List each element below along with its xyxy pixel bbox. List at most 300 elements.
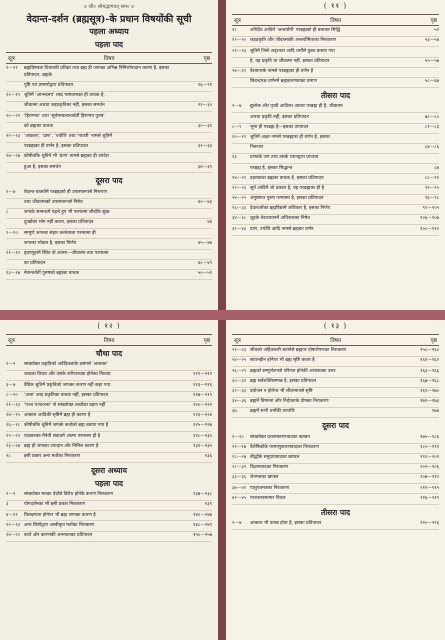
page-range: १४०—१४७ [193,512,212,518]
toc-entry [6,381,212,391]
sutra-range: १—७ [232,104,242,110]
sutra-range [6,200,24,207]
entry-text: जगत्के सम्बन्धमें पहले हुए भी परमात्मा जीवोंके सुख- [24,210,111,216]
section-heading: तीसरा पाद [320,91,351,101]
column-header [6,334,212,346]
page-range: २२—३० [197,103,212,109]
toc-entry [232,144,439,154]
page-range: ३४—३९ [197,164,212,170]
entry-text: श्रुतिमें 'आनन्दमय' शब्द परमात्माका ही वाचक है, [24,93,105,99]
sutra-range: १०—१२ [232,134,247,140]
page-range: ७८—८० [424,114,439,120]
entry-text: दुःखोंका भोग नहीं करता, इसका प्रतिपादन [24,220,94,226]
section-heading: पहला पाद [94,40,124,49]
sutra-range: १९—२० [232,38,247,44]
column-page: पृष्ठ [203,56,210,62]
page-right-top [226,0,445,310]
sutra-range: ३७—४१ [232,485,247,491]
sutra-range: १३ [232,155,237,161]
entry-text: ब्रह्मको सम्पूर्णरूपसे परिणत होनेकी आशंकाका उत्तर [250,368,336,374]
sutra-range: २४—२५ [232,358,247,364]
page-range: १६३—१६६ [420,368,439,374]
page-range: ५३—५४ [424,38,439,44]
toc-entry [232,484,439,494]
entry-text: श्रुतिमें अक्षर नामसे परब्रह्मका ही वर्णन है, इसका [250,134,330,140]
page-range: १०८—११० [420,226,439,232]
sutra-range: १४—२० [6,532,21,538]
page-range: १६—२१ [197,83,212,89]
entry-text: वैशेषिकोंके परमाणुकारणवादका निराकरण [250,444,319,450]
entry-text: साधनहीन होनेपर भी ब्रह्म सृष्टि करता है [250,358,315,364]
column-page: पृष्ठ [430,338,437,344]
entry-text: 'पञ्च पञ्चजनाः' से सांख्योक्त तत्त्वोंका ग्रहण नहीं [24,403,106,409]
sutra-range: १६—१८ [6,423,21,429]
sutra-range: १—७ [232,520,242,526]
entry-text: जीवको अहितकारी बतानेसे ब्रह्मपर दोषारोपणका निराकरण [250,348,347,354]
section-heading: तीसरा पाद [320,507,351,517]
toc-entry [232,444,439,454]
page-range: १५८—१६० [420,348,439,354]
column-sutra: सूत्र [8,338,15,344]
toc-entry [6,133,212,143]
page-range: १२०—१२२ [193,403,212,409]
sutra-range [6,144,24,151]
toc-entry [6,112,212,122]
toc-entry [6,229,212,239]
sutra-range: ८—९ [232,124,242,130]
sutra-range [6,220,24,227]
column-sutra: सूत्र [234,338,241,344]
page-range: ८७ [434,165,439,171]
page-range: २२०—२२६ [420,520,439,526]
toc-entry [232,474,439,484]
toc-entry [6,250,212,260]
toc-entry [232,357,439,367]
toc-entry [232,408,439,418]
page-range [188,134,212,141]
section-heading: पहला पाद [94,478,124,488]
entry-text: दहराकाश ब्रह्मका वाचक है, इसका प्रतिपादन [250,175,324,181]
toc-entry [232,398,439,408]
entry-text: सांख्योक्त मतका वेदोंसे विरोध होनेके कारण निराकरण [24,492,113,498]
sutra-range: ३९—४३ [232,226,247,232]
page-range: ३२—३३ [197,144,212,150]
page-left-bottom [0,320,218,640]
page-range [188,190,212,197]
page-range: ११७—११९ [193,392,212,398]
column-header [232,334,439,346]
page-range: ९६—९८ [424,196,439,202]
photo-seam [0,310,445,320]
entry-text: अन्य शिष्टोंद्वारा अस्वीकृत मतोंका निराकरण [24,522,95,528]
toc-entry [232,388,439,398]
entry-text: वैश्वानरके नामसे परब्रह्मका ही वर्णन है [250,69,314,75]
entry-text: वैदिक श्रुतिमें प्रकृतिको जगत्का कारण नहीं कहा गया [24,382,111,388]
page-range: ८१—८३ [424,124,439,130]
sutra-range [6,241,24,248]
toc-entry [6,219,212,229]
toc-entry [232,113,439,123]
sutra-range: २४—२७ [6,154,21,160]
page-left-top [0,0,218,310]
sutra-range: ३३—३६ [232,475,247,481]
sutra-range: २२—२३ [232,185,247,191]
sutra-range: ३४—३८ [232,216,247,222]
page-range: १०६—१०७ [420,216,439,222]
sutra-range: २८—३२ [232,465,247,471]
sutra-range: १—१० [232,434,244,440]
page-range: ५८—६७ [424,79,439,85]
sutra-range: १—२ [6,492,16,498]
page-range: १७४ [431,409,439,415]
page-range: ४५—४७ [197,240,212,246]
page-range: ५५—५७ [424,58,439,64]
page-range: ४४ [207,220,212,226]
page-range: १४८—१४९ [193,522,212,528]
sutra-range [6,372,24,379]
page-range [413,135,439,142]
toc-entry [232,58,439,68]
toc-entry [232,367,439,377]
toc-entry [232,154,439,164]
sutra-range: ३४—३६ [232,399,247,405]
section-heading: चौथा पाद [95,349,123,358]
entry-text: 'अजा' शब्द प्रकृतिका वाचक नहीं, इसका प्रतिपादन [24,392,109,398]
entry-text: अंगुष्ठमात्र पुरुष परमात्मा है, इसका प्रतिपादन [250,196,324,202]
toc-entry [6,453,212,463]
section-heading: दूसरा पाद [322,421,349,431]
toc-entry [6,209,212,219]
chapter-heading: पहला अध्याय [89,26,129,36]
sutra-range: २८ [6,453,11,459]
sutra-range [232,79,250,86]
toc-entry [232,68,439,78]
entry-text: नेत्रान्तर्वर्ती पुरुषको ब्रह्मका वाचक [24,271,79,277]
toc-entry [6,521,212,531]
entry-text: निरूपण [250,145,264,151]
entry-text: पुष्टि एवं प्रमाणोंद्वारा प्रतिपादन [24,83,74,89]
toc-entry [232,378,439,388]
sutra-range: २०—२१ [6,113,21,119]
page-range: १७५—१८४ [420,434,439,440]
entry-text: सम्पूर्ण जगत्का संहार करनेवाला परमात्मा ही [24,230,96,236]
page-range: ५०—५१ [197,271,212,277]
page-range [188,114,212,121]
sutra-range: ८—१० [6,392,18,398]
toc-entry [6,371,212,381]
sutra-range: ८ [6,210,9,216]
section-heading: दूसरा अध्याय [91,465,127,475]
sutra-range: १—११ [6,66,18,72]
toc-entry [232,124,439,134]
sutra-range: २३—२७ [6,443,21,449]
entry-text: ब्रह्मविषयक विचारकी प्रतिज्ञा तथा ब्रह्म ही जगत्का अभिन्न निमित्तोपादान कारण है, इसका प्रतिपादन; ब्रह्मके [24,66,170,78]
entry-text: पाशुपतमतका निराकरण [250,485,290,491]
toc-entry [232,78,439,88]
entry-text: कौषीतकि श्रुतिमें भी 'प्राण' नामसे ब्रह्मका ही उपदेश [24,154,109,160]
running-head: ४ जी० श्रीमद्भागवत् सम० ४ [84,4,134,10]
page-number: ( १३ ) [323,322,348,330]
page-number: ( ११ ) [323,2,348,10]
page-range [188,251,212,258]
page-range: १२३—१२४ [193,413,212,419]
entry-text: आकाश भी उत्पन्न होता है, इसका प्रतिपादन [250,520,322,526]
page-range: ५२ [434,28,439,34]
entry-text: है, वह प्रकृति या जीवात्मा नहीं, इसका प्रतिपादन [250,58,330,64]
column-vishay: विषय [103,56,115,62]
column-header [232,14,439,26]
page-range: १३६ [204,453,212,459]
sutra-range: ९—१० [6,230,18,236]
entry-text: द्युलोक और पृथ्वी आदिका आधार परब्रह्म ही है, जीवात्मा [250,104,343,110]
page-range [413,104,439,111]
page-range: २१६—२१९ [420,495,439,501]
toc-entry [6,82,212,92]
page-range [413,49,439,56]
sutra-range: १२—१३ [6,522,21,528]
page-range [413,69,439,76]
page-range: १३७—१३८ [193,492,212,498]
sutra-range: ११—१३ [6,403,21,409]
entry-text: विज्ञानवादका निराकरण [250,465,289,471]
toc-entry [6,501,212,511]
book-gutter [218,0,226,640]
toc-entry [232,47,439,57]
column-vishay: विषय [330,18,342,24]
column-page: पृष्ठ [430,18,437,24]
entry-text: जगत्का भोक्ता है, इसका निर्णय [24,240,77,246]
page-range: १३१—१३५ [193,443,212,449]
sutra-range: २२—२३ [6,134,21,140]
sutra-range: १४—२१ [232,175,247,181]
entry-text: शूद्रके वेदाध्ययनमें अधिकारका निषेध [250,216,311,222]
toc-entry [6,163,212,173]
sutra-range: २४—३२ [232,69,247,75]
sutra-range [6,261,24,268]
page-range: १६७—१६८ [420,378,439,384]
sutra-range: २४—२५ [232,196,247,202]
toc-entry [232,494,439,504]
page-right-bottom [226,320,445,640]
toc-entry [6,491,212,501]
page-range: २०२—२०६ [420,465,439,471]
toc-entry [232,103,439,113]
page-range: १९२—२०१ [420,454,439,460]
page-range: ४०—४३ [197,199,212,205]
sutra-range: २६—२९ [232,368,247,374]
entry-text: परब्रह्मका ही वर्णन है, इसका प्रतिपादन [24,144,89,150]
entry-text: परब्रह्म है, इसका सिद्धान्त [250,165,293,171]
page-range: १२८—१३० [193,433,212,439]
page-range: १७१—१७३ [420,399,439,405]
entry-text: 'हिरण्मयः' तथा 'सूर्यमण्डलान्तर्वर्ती हिरण्मय पुरुष' [24,113,105,119]
sutra-range: २१—२३ [232,348,247,354]
entry-text: भूमा ही परब्रह्म है—इसका उपपादन [250,124,309,130]
entry-text: प्रयोजन न होनेपर भी लीलामात्रसे सृष्टि [250,389,313,395]
entry-text: वेदान्त-वाक्योंमें परब्रह्मको ही उपास्यरूपसे निरूपण [24,189,107,195]
page-range: ९९—१०५ [422,206,439,212]
column-vishay: विषय [103,338,115,344]
page-range: ११३—११६ [193,382,212,388]
page-range: १६९—१७० [420,389,439,395]
page-range: २११—२१५ [420,485,439,491]
toc-entry [232,464,439,474]
entry-text: जड़प्रकृति और जीवात्माकी अन्तर्यामिताका निराकरण [250,38,336,44]
toc-entry [6,270,212,280]
page-range: १५०—१५७ [193,532,212,538]
entry-text: आकाश आदिकी सृष्टिमें ब्रह्म ही कारण है [24,413,91,419]
toc-title: वेदान्त-दर्शन (ब्रह्मसूत्र)-के प्रधान विषयोंकी सूची [26,14,192,25]
toc-entry [232,454,439,464]
sutra-range: ११—१७ [232,444,247,450]
page-range: ८८—९१ [424,175,439,181]
entry-text: शब्दका विचार और उसके शरीरवाचक होनेका निश्चय [24,372,111,378]
toc-entry [6,239,212,249]
toc-entry [6,402,212,412]
toc-entry [232,174,439,184]
toc-entry [6,532,212,542]
entry-text: ब्रह्ममें सभी धर्मोंकी उपपत्ति [250,409,295,415]
entry-text: 'आकाश', 'प्राण', 'ज्योति' तथा 'गायत्री' नामसे श्रुतिमें [24,134,113,140]
sutra-range: १३—१७ [6,271,21,277]
column-header [6,52,212,64]
entry-text: सांख्योक्त प्रधानकारणवादका खण्डन [250,434,310,440]
toc-entry [6,143,212,153]
column-page: पृष्ठ [203,338,210,344]
entry-text: जैनमतका खण्डन [250,475,279,481]
entry-text: याज्ञवल्क्य-मैत्रेयी संवादमें आत्मा परमात्मा ही है [24,433,101,439]
entry-text: प्रणवके जप तथा उसके ध्यानद्वारा प्राप्तव्य [250,155,319,161]
toc-entry [232,433,439,443]
sutra-range [232,59,250,66]
sutra-range: ३०—३१ [232,378,247,384]
toc-entry [6,153,212,163]
sutra-range: १—२ [6,362,16,368]
entry-text: जीवात्मा अथवा जड़प्रकृतिका नहीं, इसका समर्थन [24,103,105,109]
page-range [413,155,439,162]
page-range: १८५—१९१ [420,444,439,450]
entry-text: ब्रह्ममें विषमता और निर्दयताके दोषका निराकरण [250,399,329,405]
entry-text: का प्रतिपादन [24,261,46,267]
entry-text: योगदर्शनका भी इसी प्रकार निराकरण [24,502,85,508]
entry-text: विलक्षणता होनेपर भी ब्रह्म जगत्का कारण है [24,512,96,518]
entry-text: हृदयगुहामें स्थित दो आत्मा—जीवात्मा तथा परमात्मा [24,250,109,256]
toc-entry [6,392,212,402]
column-sutra: सूत्र [234,18,241,24]
sutra-range: ३ [6,502,9,508]
sutra-range: १—७ [6,189,16,195]
sutra-range: १८ [232,28,237,34]
toc-entry [232,27,439,37]
toc-entry [6,361,212,371]
sutra-range [232,166,250,173]
sutra-range: ३७ [232,409,237,415]
toc-entry [232,37,439,47]
toc-entry [6,432,212,442]
sutra-range: ३—७ [6,382,16,388]
page-range [188,66,212,79]
entry-text: देवताओंका ब्रह्मविद्यामें अधिकार है, इसका निर्णय [250,206,331,212]
toc-entry [6,188,212,198]
column-sutra: सूत्र [8,56,15,62]
sutra-range [6,83,24,90]
sutra-range [6,124,24,131]
entry-text: कार्य और कारणकी अनन्यताका प्रतिपादन [24,532,93,538]
entry-text: बौद्धोंके समुदायवादका खण्डन [250,454,300,460]
sutra-range: ४—११ [6,512,18,518]
page-range [188,93,212,100]
entry-text: को ब्रह्मका वाचक [24,123,53,129]
sutra-range: १९—२२ [6,433,21,439]
sutra-range [232,145,250,152]
sutra-range: २१—२३ [232,48,247,54]
page-range: १६१—१६२ [420,358,439,364]
page-range [188,154,212,161]
toc-entry [6,443,212,453]
page-range: २०७—२१० [420,475,439,481]
toc-entry [232,164,439,174]
toc-entry [6,412,212,422]
entry-text: सांख्योक्त प्रकृतिको अवैदिकताके प्रसंगसे 'अव्यक्त' [24,362,108,368]
page-number: ( १२ ) [97,322,121,330]
column-vishay: विषय [330,338,342,344]
toc-entry [6,92,212,102]
page-range [188,210,212,217]
sutra-range: १८—२७ [232,454,247,460]
sutra-range [232,115,250,122]
page-range: १३९ [204,502,212,508]
sutra-range: ३२—३३ [232,389,247,395]
section-heading: दूसरा पाद [95,176,123,186]
toc-entry [232,225,439,235]
toc-entry [6,422,212,432]
toc-entry [6,511,212,521]
toc-entry [232,215,439,225]
toc-entry [232,185,439,195]
toc-entry [232,134,439,144]
sutra-range: १४—१५ [6,413,21,419]
page-range [188,231,212,238]
sutra-range [6,165,24,172]
entry-text: कौषीतकि श्रुतिमें जगत्के कर्ताको ब्रह्म बताया गया है [24,423,109,429]
entry-text: छिदन्द्रपक्ष वर्णनमें ब्रह्मकारणताका प्रमाण [250,79,317,85]
toc-entry [6,123,212,133]
page-range: ३०—३१ [197,123,212,129]
sutra-range: २६—३३ [232,206,247,212]
entry-text: अधिदैव आदिमें 'अन्तर्यामी' परब्रह्मको ही बताकर सिद्धि [250,28,341,34]
entry-text: पाञ्चरात्रमतपर विचार [250,495,286,501]
page-range: ८४—८६ [424,145,439,151]
sutra-range [6,103,24,110]
entry-text: श्रुतिमें जिसे अदृश्यता आदि धर्मोंसे युक्त बताया गया [250,48,335,54]
toc-entry [6,65,212,82]
entry-text: अथवा प्रकृति नहीं, इसका प्रतिपादन [250,114,309,120]
entry-text: इसी प्रकार अन्य मतोंका निराकरण [24,453,80,459]
toc-entry [232,520,439,530]
sutra-range: ४२—४५ [232,495,247,501]
page-range: १२५—१२७ [193,423,212,429]
page-range: ९२—९५ [424,185,439,191]
sutra-range: ११—१२ [6,250,21,256]
entry-text: सूर्य आदिमें जो प्रकाश है, वह परब्रह्मका ही है [250,185,325,191]
entry-text: हुआ है, इसका समर्थन [24,164,61,170]
sutra-range: १२—१९ [6,93,21,99]
entry-text: तथा जीवात्माको उपास्यरूपसे निषेध [24,199,83,205]
page-range: ४८—४९ [197,261,212,267]
toc-entry [6,102,212,112]
page-range [188,362,212,369]
entry-text: ब्रह्म सर्वशक्तिसम्पन्न है, इसका प्रतिपादन [250,378,317,384]
